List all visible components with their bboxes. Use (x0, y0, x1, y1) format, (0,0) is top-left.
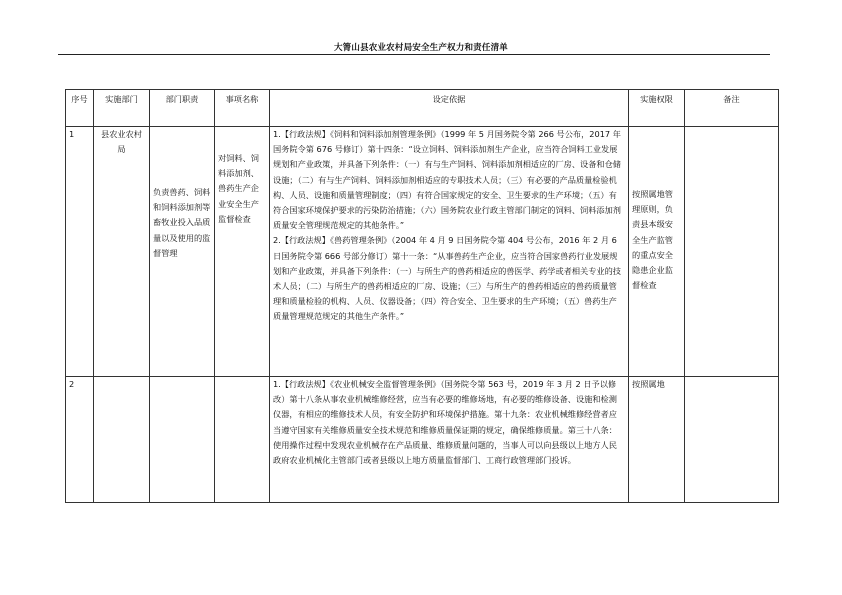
row-num: 2 (66, 377, 94, 503)
row-unit: 县农业农村局 (94, 127, 150, 377)
row-duty (150, 377, 215, 503)
responsibility-table (65, 89, 779, 503)
row-item: 对饲料、饲料添加剂、兽药生产企业安全生产监督检查 (215, 127, 270, 377)
table-row (66, 127, 779, 377)
header-basis: 设定依据 (270, 90, 629, 127)
row-unit (94, 377, 150, 503)
row-duty: 负责兽药、饲料和饲料添加剂等畜牧业投入品质量以及使用的监督管理 (150, 127, 215, 377)
row-item (215, 377, 270, 503)
title-divider (58, 54, 770, 55)
header-note: 备注 (685, 90, 779, 127)
table-row (66, 377, 779, 503)
basis-paragraph: 1.【行政法规】《饲料和饲料添加剂管理条例》（1999 年 5 月国务院令第 266 号公布，2017 年国务院令第 676 号修订）第十四条：“设立饲料、饲料添加剂生产企业，应当符合饲料工业发展规划和产业政策，并具备下列条件：（一）有与生产饲料、饲料添加剂相适应的厂房、设备和仓储设施；（二）有与生产饲料、饲料添加剂相适应的专职技术人员；（三）有必要的产品质量检验机构、人员、设施和质量管理制度；（四）有符合国家规定的安全、卫生要求的生产环境；（五）有符合国家环境保护要求的污染防治措施；（六）国务院农业行政主管部门制定的饲料、饲料添加剂质量安全管理规范规定的其他条件。” (273, 129, 621, 231)
row-num: 1 (66, 127, 94, 377)
row-basis (270, 127, 629, 377)
row-note (685, 127, 779, 377)
header-num: 序号 (66, 90, 94, 127)
header-duty: 部门职责 (150, 90, 215, 127)
document-title: 大箐山县农业农村局安全生产权力和责任清单 (333, 43, 508, 53)
row-power: 按照属地管理原则，负责县本级安全生产监管的重点安全隐患企业监督检查 (629, 127, 685, 377)
table-header-row (66, 90, 779, 127)
header-power: 实施权限 (629, 90, 685, 127)
row-basis (270, 377, 629, 503)
row-power: 按照属地 (629, 377, 685, 503)
header-unit: 实施部门 (94, 90, 150, 127)
header-item: 事项名称 (215, 90, 270, 127)
basis-paragraph: 1.【行政法规】《农业机械安全监督管理条例》（国务院令第 563 号，2019 年 3 月 2 日予以修改）第十八条从事农业机械维修经营，应当有必要的维修场地，有必要的维修设备、设施和检测仪器，有相应的维修技术人员，有安全防护和环境保护措施。第十九条：农业机械维修经营者应当遵守国家有关维修质量安全技术规范和维修质量保证期的规定，确保维修质量。第三十八条：使用操作过程中发现农业机械存在产品质量、维修质量问题的，当事人可以向县级以上地方人民政府农业机械化主管部门或者县级以上地方质量监督部门、工商行政管理部门投诉。 (273, 379, 617, 466)
basis-paragraph: 2.【行政法规】《兽药管理条例》（2004 年 4 月 9 日国务院令第 404 号公布，2016 年 2 月 6 日国务院令第 666 号部分修订）第十一条：“从事兽药生产企业，应当符合国家兽药行业发展规划和产业政策，并具备下列条件：（一）与所生产的兽药相适应的兽医学、药学或者相关专业的技术人员；（二）与所生产的兽药相适应的厂房、设施；（三）与所生产的兽药相适应的兽药质量管理和质量检验的机构、人员、仪器设备；（四）符合安全、卫生要求的生产环境；（五）兽药生产质量管理规范规定的其他生产条件。” (273, 235, 621, 322)
row-note (685, 377, 779, 503)
